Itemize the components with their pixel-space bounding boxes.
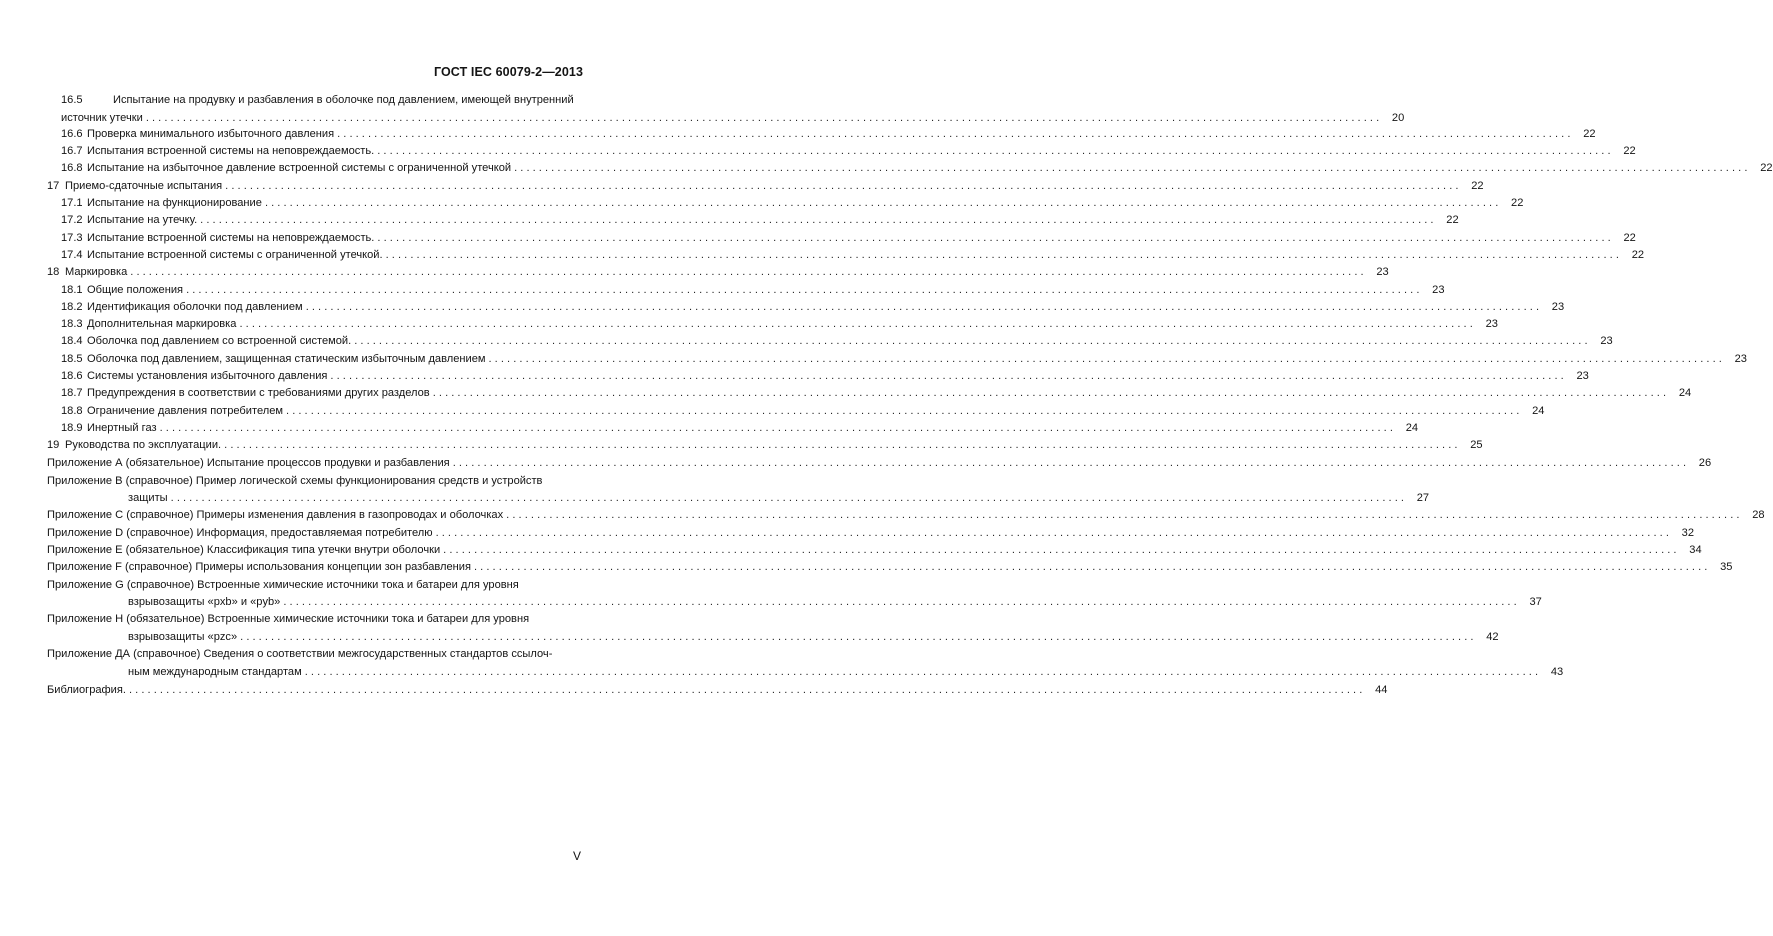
toc-entry[interactable]: [128, 630, 1499, 644]
toc-leader-dots: ........................................................................................................................................................................................................: [304, 666, 1542, 678]
toc-page-number: 24: [1405, 422, 1419, 434]
toc-entry-title: Приложение С (справочное) Примеры изменения давления в газопроводах и оболочках: [47, 509, 504, 521]
toc-entry-text: [47, 456, 450, 470]
toc-entry-text: [61, 404, 283, 418]
toc-entry[interactable]: [47, 526, 1695, 540]
toc-leader-dots: ........................................................................................................................................................................................................: [200, 214, 1437, 226]
toc-entry-title: Испытание на утечку.: [87, 214, 198, 226]
toc-entry[interactable]: [61, 213, 1459, 227]
toc-page-number: 22: [1511, 197, 1524, 209]
toc-page-number: 34: [1689, 544, 1702, 556]
toc-entry-text: [61, 352, 486, 366]
toc-entry-number: 16.7: [61, 145, 83, 157]
toc-entry[interactable]: [47, 508, 1765, 522]
toc-entry-title: Приемо-сдаточные испытания: [65, 180, 223, 192]
toc-entry[interactable]: [61, 144, 1636, 158]
toc-entry-title: взрывозащиты «pzc»: [128, 631, 238, 643]
toc-entry-title: ным международным стандартам: [128, 666, 302, 678]
toc-leader-dots: ........................................................................................................................................................................................................: [474, 561, 1711, 573]
toc-entry-text: [61, 421, 157, 435]
toc-entry[interactable]: [61, 386, 1692, 400]
toc-leader-dots: ........................................................................................................................................................................................................: [514, 162, 1751, 174]
toc-entry[interactable]: [61, 369, 1589, 383]
toc-entry-text: [61, 317, 236, 331]
toc-page-number: 22: [1631, 249, 1645, 261]
toc-entry-title: Общие положения: [87, 284, 184, 296]
toc-entry[interactable]: [61, 248, 1645, 262]
toc-leader-dots: ........................................................................................................................................................................................................: [264, 197, 1502, 209]
toc-entry-text: [47, 438, 221, 452]
toc-page-number: 22: [1623, 232, 1636, 244]
toc-leader-dots: ........................................................................................................................................................................................................: [224, 439, 1461, 451]
toc-entry-text: [61, 213, 197, 227]
toc-entry-number: 18.4: [61, 335, 83, 347]
toc-entry-text: [61, 127, 334, 141]
page-number: V: [572, 849, 581, 863]
toc-leader-dots: ........................................................................................................................................................................................................: [186, 284, 1423, 296]
toc-entry-number: 18.5: [61, 353, 83, 365]
toc-leader-dots: ........................................................................................................................................................................................................: [337, 128, 1574, 140]
toc-entry[interactable]: [61, 421, 1419, 435]
toc-page-number: 43: [1550, 666, 1564, 678]
toc-entry-title: защиты: [128, 492, 168, 504]
toc-page-number: 22: [1471, 180, 1484, 192]
toc-entry-text: [47, 683, 126, 697]
toc-entry-text: [61, 144, 374, 158]
toc-entry-number: 16.5: [61, 94, 83, 106]
toc-leader-dots: ........................................................................................................................................................................................................: [286, 405, 1523, 417]
toc-entry-title: Испытание на избыточное давление встроенной системы с ограниченной утечкой: [87, 162, 512, 174]
toc-entry-text: [128, 595, 280, 609]
toc-page-number: 23: [1734, 353, 1747, 365]
toc-entry-text: [47, 543, 440, 557]
toc-entry[interactable]: [61, 161, 1773, 175]
toc-leader-dots: ........................................................................................................................................................................................................: [435, 527, 1673, 539]
toc-page-number: 23: [1551, 301, 1565, 313]
toc-entry-text: [47, 647, 552, 661]
toc-leader-dots: ........................................................................................................................................................................................................: [170, 492, 1408, 504]
toc-page-number: 44: [1375, 684, 1388, 696]
toc-entry-text: [61, 111, 143, 125]
toc-entry[interactable]: [61, 317, 1498, 331]
toc-entry-text: [61, 283, 183, 297]
toc-entry-number: 17.2: [61, 214, 83, 226]
toc-entry-number: 18.9: [61, 422, 83, 434]
toc-entry-title: Приложение В (справочное) Пример логической схемы функционирования средств и устройств: [47, 475, 543, 487]
toc-entry-title: Приложение ДА (справочное) Сведения о соответствии межгосударственных стандартов ссылоч-: [47, 648, 553, 660]
document-header: ГОСТ IEC 60079-2—2013: [433, 65, 583, 79]
toc-leader-dots: ........................................................................................................................................................................................................: [305, 301, 1543, 313]
toc-page-number: 20: [1391, 112, 1405, 124]
toc-entry-number: 16.8: [61, 162, 83, 174]
toc-entry-title: Системы установления избыточного давления: [87, 370, 328, 382]
toc-entry-text: [61, 300, 303, 314]
toc-entry-title: Приложение G (справочное) Встроенные химические источники тока и батареи для уровня: [47, 579, 519, 591]
toc-entry-text: [61, 386, 430, 400]
toc-entry[interactable]: [61, 111, 1405, 125]
toc-page-number: 22: [1446, 214, 1459, 226]
toc-leader-dots: ........................................................................................................................................................................................................: [239, 318, 1476, 330]
toc-page-number: 28: [1752, 509, 1765, 521]
toc-page-number: 42: [1486, 631, 1499, 643]
toc-entry-title: Приложение Е (обязательное) Классификация типа утечки внутри оболочки: [47, 544, 441, 556]
toc-entry-title: Приложение D (справочное) Информация, предоставляемая потребителю: [47, 527, 433, 539]
toc-entry[interactable]: [47, 647, 583, 661]
toc-entry-number: 17.1: [61, 197, 83, 209]
toc-page-number: 32: [1681, 527, 1695, 539]
toc-page-number: 23: [1485, 318, 1498, 330]
toc-leader-dots: ........................................................................................................................................................................................................: [488, 353, 1725, 365]
toc-page-number: 25: [1470, 439, 1483, 451]
toc-entry[interactable]: [61, 283, 1445, 297]
toc-entry-number: 19: [47, 439, 60, 451]
toc-entry[interactable]: [61, 127, 1596, 141]
toc-entry-title: Испытание встроенной системы с ограниченной утечкой.: [87, 249, 383, 261]
toc-entry-title: взрывозащиты «pxb» и «pyb»: [128, 596, 281, 608]
toc-leader-dots: ........................................................................................................................................................................................................: [159, 422, 1397, 434]
toc-page-number: 23: [1432, 284, 1445, 296]
toc-entry[interactable]: [47, 438, 1483, 452]
toc-entry-number: 18.1: [61, 284, 83, 296]
toc-entry-title: Испытания встроенной системы на неповреждаемость.: [87, 145, 375, 157]
toc-leader-dots: ........................................................................................................................................................................................................: [240, 631, 1477, 643]
toc-entry-number: 18.7: [61, 387, 83, 399]
toc-entry-title: Инертный газ: [87, 422, 157, 434]
toc-entry-title: Маркировка: [65, 266, 128, 278]
toc-leader-dots: ........................................................................................................................................................................................................: [432, 387, 1670, 399]
toc-entry-text: [61, 248, 383, 262]
toc-leader-dots: ........................................................................................................................................................................................................: [377, 145, 1614, 157]
toc-leader-dots: ........................................................................................................................................................................................................: [128, 684, 1366, 696]
toc-leader-dots: ........................................................................................................................................................................................................: [283, 596, 1520, 608]
toc-entry-title: Приложение А (обязательное) Испытание процессов продувки и разбавления: [47, 457, 450, 469]
toc-entry[interactable]: [128, 595, 1542, 609]
toc-page-number: 24: [1678, 387, 1692, 399]
toc-page-number: 24: [1532, 405, 1545, 417]
toc-entry[interactable]: [61, 404, 1545, 418]
toc-entry[interactable]: [61, 196, 1524, 210]
toc-entry-title: Идентификация оболочки под давлением: [87, 301, 303, 313]
toc-entry-title: источник утечки: [61, 112, 143, 124]
toc-entry-text: [61, 334, 351, 348]
toc-leader-dots: ........................................................................................................................................................................................................: [377, 232, 1614, 244]
toc-entry-number: 18.6: [61, 370, 83, 382]
toc-entry-text: [47, 560, 471, 574]
toc-leader-dots: ........................................................................................................................................................................................................: [452, 457, 1690, 469]
toc-page-number: 37: [1529, 596, 1542, 608]
toc-entry-title: Библиография.: [47, 684, 126, 696]
toc-entry-text: [47, 474, 542, 488]
toc-entry-text: [47, 179, 222, 193]
toc-entry[interactable]: [47, 456, 1712, 470]
toc-entry-text: [61, 161, 511, 175]
toc-entry[interactable]: [47, 179, 1484, 193]
toc-page-number: 22: [1583, 128, 1596, 140]
toc-entry-title: Предупреждения в соответствии с требованиями других разделов: [87, 387, 430, 399]
toc-entry-text: [128, 491, 168, 505]
toc-entry-number: 16.6: [61, 128, 83, 140]
toc-entry-text: [61, 369, 327, 383]
toc-entry-number: 17: [47, 180, 60, 192]
toc-leader-dots: ........................................................................................................................................................................................................: [130, 266, 1367, 278]
toc-page-number: 27: [1416, 492, 1430, 504]
toc-page-number: 22: [1760, 162, 1773, 174]
toc-entry[interactable]: [128, 665, 1564, 679]
toc-entry-text: [47, 508, 503, 522]
toc-entry-number: 17.4: [61, 249, 83, 261]
toc-page-number: 23: [1576, 370, 1589, 382]
toc-entry-number: 18.2: [61, 301, 83, 313]
toc-entry-title: Дополнительная маркировка: [87, 318, 237, 330]
toc-entry[interactable]: [61, 334, 1613, 348]
toc-entry-title: Приложение F (справочное) Примеры использования концепции зон разбавления: [47, 561, 471, 573]
toc-entry[interactable]: [61, 93, 583, 107]
toc-entry[interactable]: [61, 352, 1747, 366]
toc-entry-number: 18.3: [61, 318, 83, 330]
toc-entry[interactable]: [47, 683, 1388, 697]
toc-entry-text: [61, 93, 574, 107]
toc-leader-dots: ........................................................................................................................................................................................................: [385, 249, 1623, 261]
toc-entry[interactable]: [47, 474, 583, 488]
toc-entry-text: [47, 578, 519, 592]
toc-entry[interactable]: [61, 300, 1565, 314]
toc-entry[interactable]: [47, 578, 583, 592]
toc-entry-text: [47, 265, 127, 279]
toc-entry-number: 17.3: [61, 232, 83, 244]
toc-entry-title: Испытание встроенной системы на неповреждаемость.: [87, 232, 375, 244]
toc-page-number: 26: [1698, 457, 1712, 469]
toc-entry-title: Оболочка под давлением со встроенной системой.: [87, 335, 352, 347]
toc-entry-number: 18.8: [61, 405, 83, 417]
toc-entry-title: Приложение Н (обязательное) Встроенные химические источники тока и батареи для уровня: [47, 613, 530, 625]
toc-entry-text: [128, 630, 237, 644]
toc-leader-dots: ........................................................................................................................................................................................................: [225, 180, 1462, 192]
toc-entry-title: Руководства по эксплуатации.: [65, 439, 222, 451]
toc-leader-dots: ........................................................................................................................................................................................................: [443, 544, 1680, 556]
toc-entry-title: Испытание на продувку и разбавления в оболочке под давлением, имеющей внутренний: [113, 94, 574, 106]
toc-entry[interactable]: [61, 231, 1636, 245]
toc-page-number: 23: [1600, 335, 1613, 347]
toc-entry[interactable]: [47, 612, 583, 626]
toc-entry[interactable]: [128, 491, 1430, 505]
toc-page-number: 22: [1623, 145, 1636, 157]
toc-entry-title: Испытание на функционирование: [87, 197, 262, 209]
toc-entry[interactable]: [47, 560, 1733, 574]
toc-entry-title: Проверка минимального избыточного давления: [87, 128, 335, 140]
toc-leader-dots: ........................................................................................................................................................................................................: [145, 112, 1383, 124]
toc-entry[interactable]: [47, 265, 1389, 279]
toc-entry-text: [47, 526, 433, 540]
toc-leader-dots: ........................................................................................................................................................................................................: [330, 370, 1567, 382]
toc-leader-dots: ........................................................................................................................................................................................................: [354, 335, 1591, 347]
toc-entry-text: [128, 665, 302, 679]
toc-entry-title: Ограничение давления потребителем: [87, 405, 284, 417]
toc-entry[interactable]: [47, 543, 1702, 557]
toc-entry-title: Оболочка под давлением, защищенная статическим избыточным давлением: [87, 353, 486, 365]
toc-entry-text: [61, 231, 374, 245]
toc-page-number: 23: [1376, 266, 1389, 278]
toc-entry-number: 18: [47, 266, 60, 278]
toc-entry-text: [47, 612, 529, 626]
toc-leader-dots: ........................................................................................................................................................................................................: [506, 509, 1743, 521]
toc-page-number: 35: [1720, 561, 1733, 573]
toc-entry-text: [61, 196, 262, 210]
